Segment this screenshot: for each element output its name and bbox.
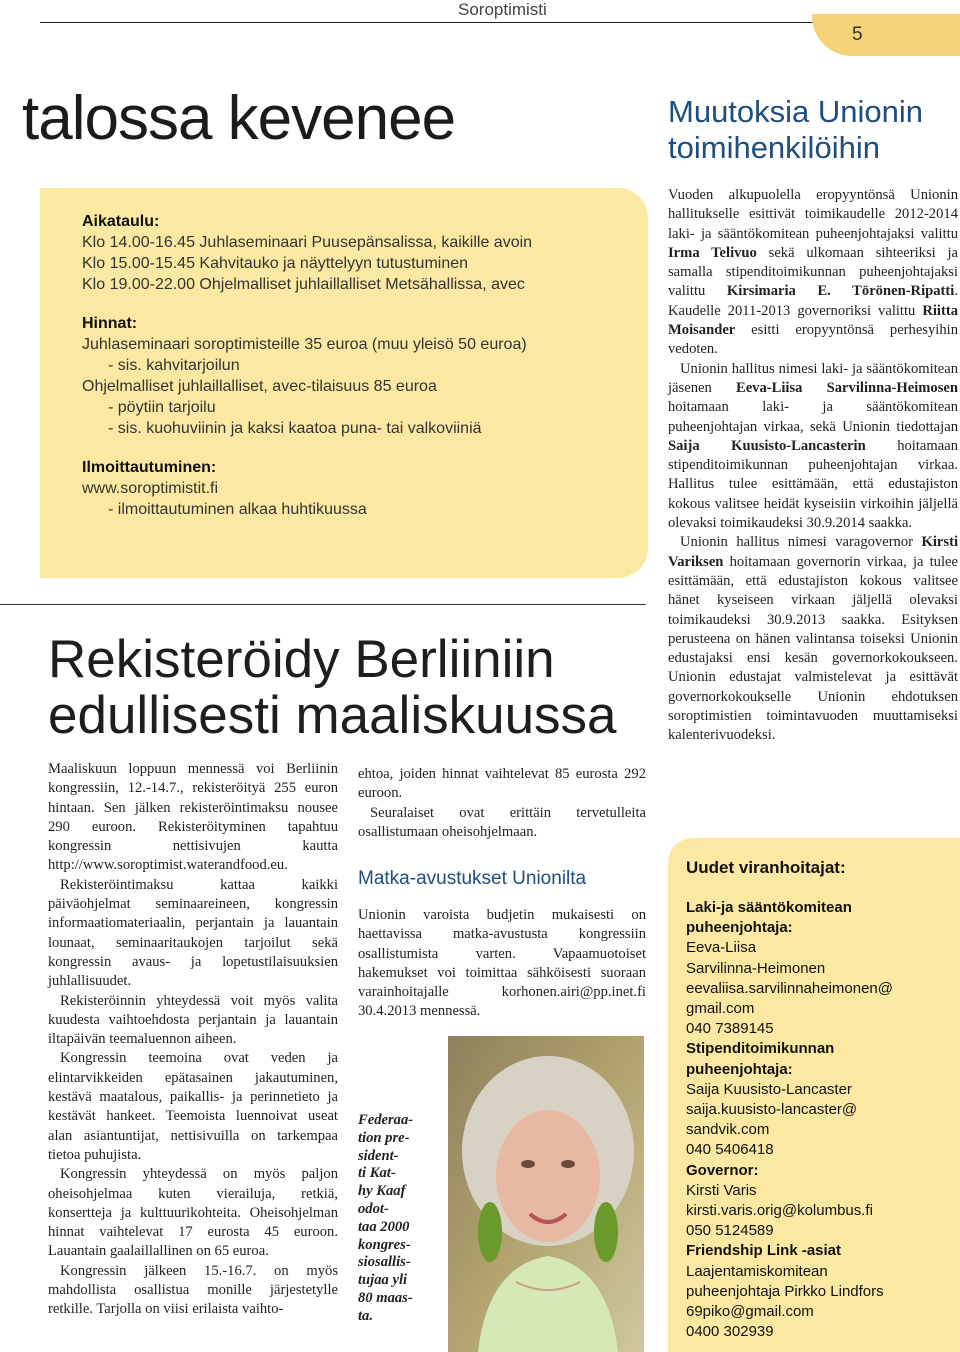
sidebar-paragraph: Unionin hallitus nimesi laki- ja sääntökomitean jäsenen Eeva-Liisa Sarvilinna-Heimosen hoitamaan laki- ja sääntökomitean puheenjohtajan virkaa, sekä Unionin tiedottajan Saija Kuusisto-Lancasterin hoitamaan stipenditoimikunnan puheenjohtajan virkaa. Hallitus tulee esittämään, että edustajiston kokous valitsee heidät kyseisiin virkoihin jäljellä olevaksi toimikaudeksi 30.9.2014 saakka. xyxy=(668,360,958,532)
header-brand: Soroptimisti xyxy=(452,0,553,20)
officer-detail: Sarvilinna-Heimonen xyxy=(686,959,826,977)
officer-role: Laki-ja sääntökomitean xyxy=(686,899,852,916)
article-paragraph: Unionin varoista budjetin mukaisesti on haettavissa matka-avustusta kongressiin osallistumista varten. Vapaamuotoiset hakemukset voi toimittaa sähköisesti suoraan varainhoitajalle korhonen.airi@pp.inet.fi 30.4.2013 mennessä. xyxy=(358,907,646,1020)
caption-line: 80 maas- xyxy=(358,1289,413,1306)
article-paragraph: Kongressin jälkeen 15.-16.7. on myös mahdollista osallistua monille järjestetylle retkille. Tarjolla on viisi erilaista vaihto- xyxy=(48,1262,338,1318)
caption-line: Federaa- xyxy=(358,1112,414,1128)
officer-detail: 050 5124589 xyxy=(686,1222,774,1240)
sidebar-title: Muutoksia Unionin toimihenkilöihin xyxy=(668,94,924,165)
schedule-line: Klo 15.00-15.45 Kahvitauko ja näyttelyyn tutustuminen xyxy=(82,255,469,272)
article-column-1 xyxy=(48,760,338,1320)
officer-detail: Kirsti Varis xyxy=(686,1181,757,1199)
caption-line: tion pre- xyxy=(358,1129,410,1146)
caption-line: taa 2000 xyxy=(358,1218,410,1235)
registration-note: - ilmoittautuminen alkaa huhtikuussa xyxy=(108,501,367,518)
article-column-2 xyxy=(358,765,646,842)
price-line: - sis. kahvitarjoilun xyxy=(108,357,240,374)
article-subheading: Matka-avustukset Unionilta xyxy=(358,868,587,889)
caption-line: ta. xyxy=(358,1307,373,1324)
caption-line: kongres- xyxy=(358,1236,411,1253)
caption-line: siosallis- xyxy=(358,1254,411,1271)
officer-detail: eevaliisa.sarvilinnaheimonen@ xyxy=(686,979,894,997)
registration-url: www.soroptimistit.fi xyxy=(82,480,219,497)
portrait-photo xyxy=(448,1036,644,1352)
officer-detail: kirsti.varis.orig@kolumbus.fi xyxy=(686,1202,873,1219)
officer-detail: 040 7389145 xyxy=(686,1020,774,1038)
officer-detail: 0400 302939 xyxy=(686,1323,774,1341)
officer-detail: saija.kuusisto-lancaster@ xyxy=(686,1101,858,1118)
caption-line: tujaa yli xyxy=(358,1272,408,1289)
headline-line: edullisesti maaliskuussa xyxy=(48,686,617,745)
prices-label: Hinnat: xyxy=(82,315,138,332)
article-paragraph: Kongressin yhteydessä on myös paljon oheisohjelmaa kuten vierailuja, retkiä, konsertteja ja kulttuurikohteita. Oheisohjelman hinnat vaihtelevat 17 eurosta 45 euroon. Lauantain gaalaillallinen on 65 euroa. xyxy=(48,1166,338,1260)
schedule-label: Aikataulu: xyxy=(82,213,160,230)
officer-detail: puheenjohtaja Pirkko Lindfors xyxy=(686,1282,884,1300)
caption-line: ti Kat- xyxy=(358,1165,396,1182)
officer-role: puheenjohtaja: xyxy=(686,919,793,937)
section-divider xyxy=(0,604,646,605)
officer-detail: gmail.com xyxy=(686,1000,755,1017)
officers-title: Uudet viranhoitajat: xyxy=(686,858,846,877)
article-paragraph: Seuralaiset ovat erittäin tervetulleita osallistumaan oheisohjelmaan. xyxy=(358,804,646,840)
article-paragraph: Rekisteröinnin yhteydessä voit myös valita kuudesta vaihtoehdosta perjantain ja lauantain iltapäivän teemaluennon aiheen. xyxy=(48,992,338,1048)
schedule-line: Klo 14.00-16.45 Juhlaseminaari Puusepänsalissa, kaikille avoin xyxy=(82,234,533,251)
travel-grant-text xyxy=(358,906,646,1022)
officer-detail: Saija Kuusisto-Lancaster xyxy=(686,1080,852,1098)
caption-line: odot- xyxy=(358,1200,389,1217)
page-number-tab xyxy=(812,14,960,56)
article-paragraph: Kongressin teemoina ovat veden ja elintarvikkeiden epätasainen jakautuminen, kestävä maatalous, paikallis- ja perinnetieto ja kestävät hankeet. Teemoista luennoivat useat alan asiantuntijat, nettisivuilla on tarkempaa tietoa puhujista. xyxy=(48,1050,338,1163)
article-paragraph: ehtoa, joiden hinnat vaihtelevat 85 eurosta 292 euroon. xyxy=(358,766,646,802)
headline-line: Rekisteröidy Berliiniin xyxy=(48,630,555,689)
price-line: - sis. kuohuviinin ja kaksi kaatoa puna- tai valkoviiniä xyxy=(108,420,482,437)
officer-role: Friendship Link -asiat xyxy=(686,1242,842,1260)
main-title: talossa kevenee xyxy=(22,84,456,153)
registration-label: Ilmoittautuminen: xyxy=(82,459,217,476)
officer-detail: Laajentamiskomitean xyxy=(686,1262,828,1280)
article-headline xyxy=(48,632,617,744)
price-line: Ohjelmalliset juhlaillalliset, avec-tilaisuus 85 euroa xyxy=(82,378,437,395)
sidebar-paragraph: Vuoden alkupuolella eropyyntönsä Unionin hallitukselle esittivät toimikaudelle 2012-2014 laki- ja sääntökomitean puheenjohtajaksi valittu Irma Telivuo sekä ulkomaan sihteeriksi ja samalla stipenditoimikunnan puheenjohtajaksi valittu Kirsimaria E. Törönen-Ripatti. Kaudelle 2011-2013 governoriksi valittu Riitta Moisander esitti eropyyntönsä perhesyihin vedoten. xyxy=(668,187,959,358)
officer-detail: Eeva-Liisa xyxy=(686,939,757,957)
photo-caption xyxy=(358,1112,448,1326)
caption-line: sident- xyxy=(358,1147,399,1164)
officer-detail: sandvik.com xyxy=(686,1121,770,1139)
officer-detail: 040 5406418 xyxy=(686,1141,774,1159)
officer-role: puheenjohtaja: xyxy=(686,1060,793,1078)
article-paragraph: Rekisteröintimaksu kattaa kaikki päiväohjelmat seminaareineen, kongressin informaatiomateriaalin, perjantain ja lauantain lounaat, seminaaritaukojen tarjoilut sekä kongressin avaus- ja lopetustilaisuuksien juhlallisuudet. xyxy=(48,876,338,990)
schedule-line: Klo 19.00-22.00 Ohjelmalliset juhlaillalliset Metsähallissa, avec xyxy=(82,276,525,293)
price-line: Juhlaseminaari soroptimisteille 35 euroa (muu yleisö 50 euroa) xyxy=(82,336,527,353)
sidebar-article xyxy=(668,186,958,746)
page-number: 5 xyxy=(852,24,863,45)
price-line: - pöytiin tarjoilu xyxy=(108,399,216,416)
officer-detail: 69piko@gmail.com xyxy=(686,1303,814,1320)
article-paragraph: Maaliskuun loppuun mennessä voi Berliinin kongressiin, 12.-14.7., rekisteröityä 255 euron hintaan. Sen jälken rekisteröintimaksu nousee 290 euroon. Rekisteröityminen tapahtuu kongressin nettisivujen kautta http://www.soroptimist.waterandfood.eu. xyxy=(48,761,338,874)
officer-role: Governor: xyxy=(686,1161,759,1179)
officer-role: Stipenditoimikunnan xyxy=(686,1040,835,1058)
sidebar-paragraph: Unionin hallitus nimesi varagovernor Kirsti Variksen hoitamaan governorin virkaa, ja tulee esittämään, että edustajiston kokous valitsee hänet kyseiseen virkaan jäljellä olevaksi toimikaudeksi 30.9.2013 saakka. Esityksen perusteena on hänen valintansa toiseksi Unionin edustajaksi ensi kesän governorkokoukseen. Unionin edustajat valmistelevat ja esittävät governorkokoukselle Unionin ehdotuksen soroptimistien toimintavuoden muuttamiseksi kalenterivuodeksi. xyxy=(668,534,958,744)
caption-line: hy Kaaf xyxy=(358,1183,406,1200)
